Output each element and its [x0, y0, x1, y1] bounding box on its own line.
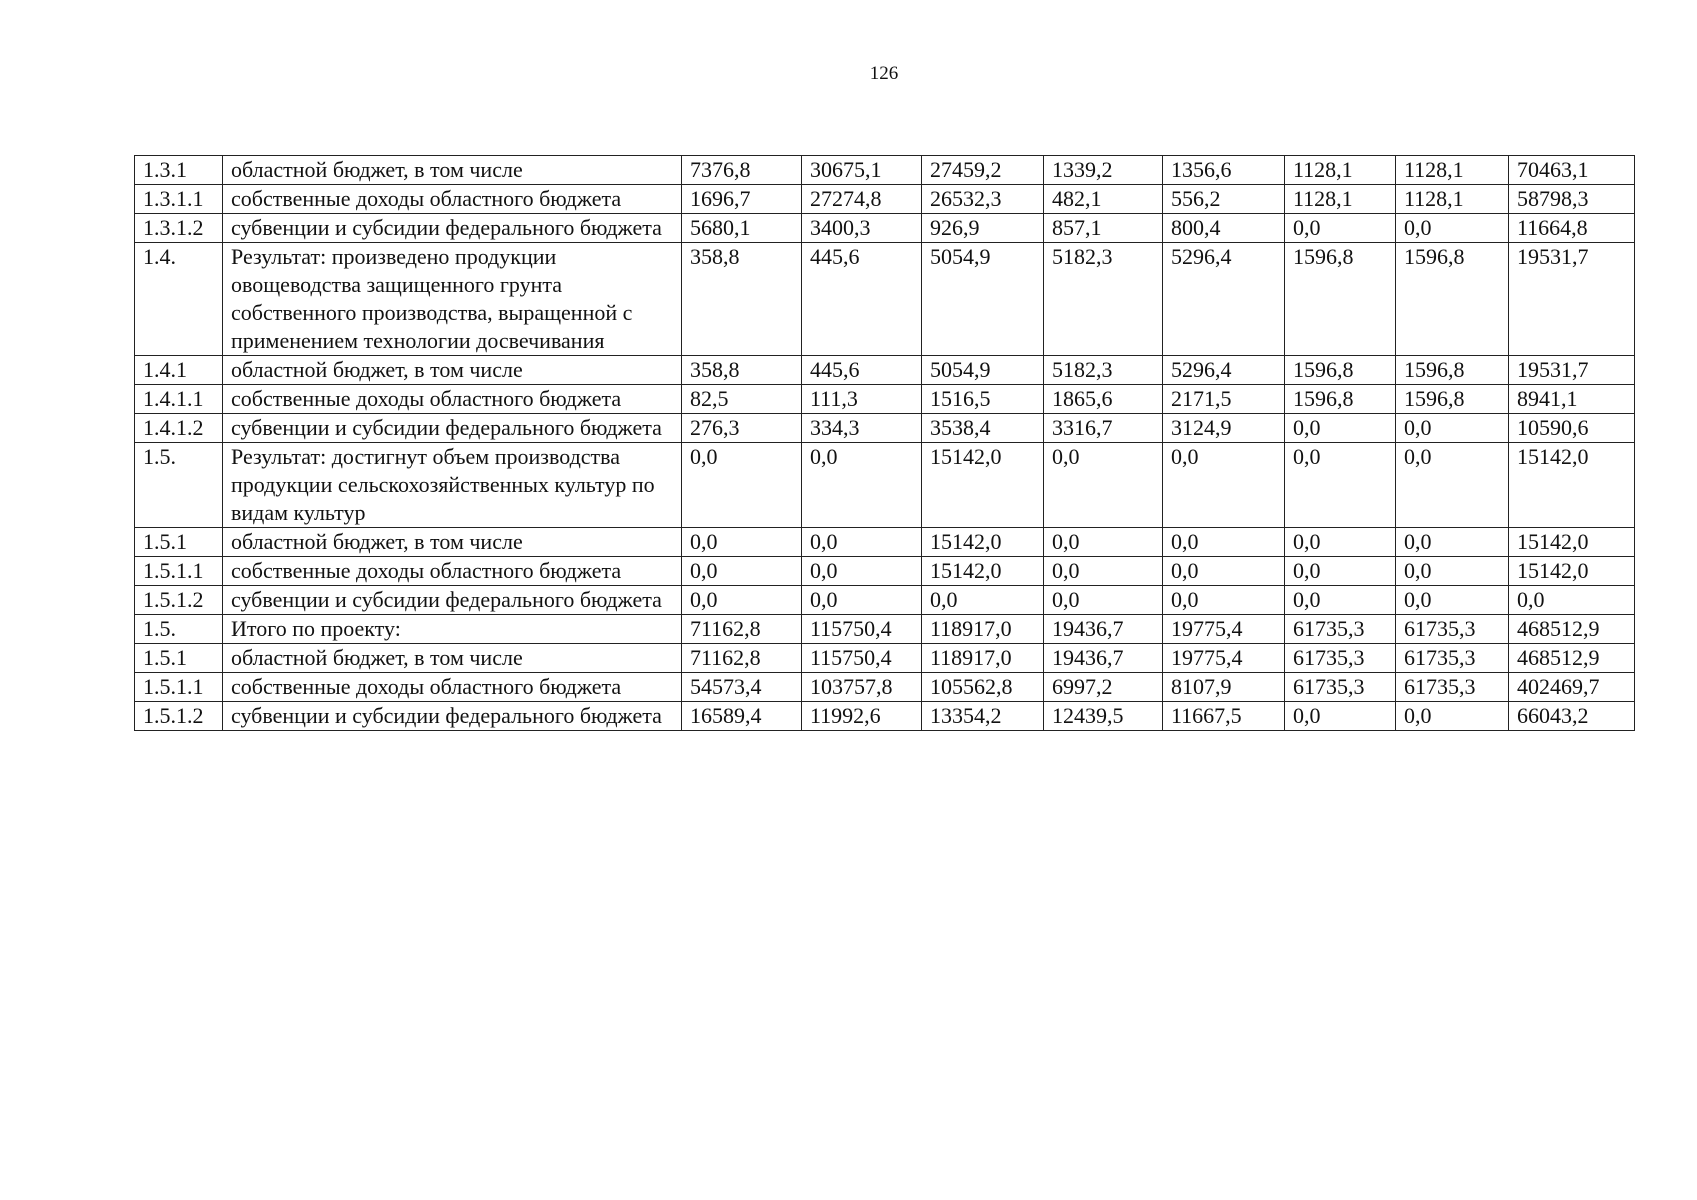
value-cell: 1128,1	[1396, 185, 1509, 214]
value-cell: 5182,3	[1044, 243, 1163, 356]
value-cell: 800,4	[1163, 214, 1285, 243]
value-cell: 118917,0	[922, 644, 1044, 673]
value-cell: 5054,9	[922, 356, 1044, 385]
value-cell: 468512,9	[1509, 644, 1635, 673]
value-cell: 0,0	[1396, 702, 1509, 731]
row-name: областной бюджет, в том числе	[223, 156, 682, 185]
value-cell: 27274,8	[802, 185, 922, 214]
value-cell: 5182,3	[1044, 356, 1163, 385]
table-row	[135, 414, 1635, 443]
value-cell: 2171,5	[1163, 385, 1285, 414]
value-cell: 19531,7	[1509, 243, 1635, 356]
budget-table	[134, 155, 1635, 731]
table-row	[135, 443, 1635, 528]
value-cell: 5296,4	[1163, 356, 1285, 385]
value-cell: 3400,3	[802, 214, 922, 243]
value-cell: 0,0	[1163, 586, 1285, 615]
value-cell: 61735,3	[1285, 644, 1396, 673]
value-cell: 11664,8	[1509, 214, 1635, 243]
value-cell: 0,0	[922, 586, 1044, 615]
value-cell: 0,0	[1396, 414, 1509, 443]
value-cell: 15142,0	[922, 528, 1044, 557]
table-row	[135, 243, 1635, 356]
row-name: субвенции и субсидии федерального бюджета	[223, 214, 682, 243]
row-code: 1.5.1	[135, 528, 223, 557]
value-cell: 61735,3	[1396, 644, 1509, 673]
value-cell: 5296,4	[1163, 243, 1285, 356]
value-cell: 5054,9	[922, 243, 1044, 356]
row-name: собственные доходы областного бюджета	[223, 557, 682, 586]
row-name: областной бюджет, в том числе	[223, 356, 682, 385]
value-cell: 334,3	[802, 414, 922, 443]
value-cell: 61735,3	[1285, 615, 1396, 644]
value-cell: 0,0	[1163, 557, 1285, 586]
value-cell: 19775,4	[1163, 644, 1285, 673]
value-cell: 118917,0	[922, 615, 1044, 644]
value-cell: 0,0	[1044, 443, 1163, 528]
value-cell: 1128,1	[1285, 185, 1396, 214]
value-cell: 0,0	[802, 557, 922, 586]
value-cell: 19436,7	[1044, 615, 1163, 644]
row-code: 1.5.1.2	[135, 586, 223, 615]
table-row	[135, 702, 1635, 731]
value-cell: 61735,3	[1396, 673, 1509, 702]
value-cell: 15142,0	[922, 443, 1044, 528]
table-row	[135, 557, 1635, 586]
value-cell: 1596,8	[1396, 385, 1509, 414]
value-cell: 0,0	[682, 443, 802, 528]
value-cell: 1596,8	[1285, 356, 1396, 385]
value-cell: 0,0	[1396, 586, 1509, 615]
value-cell: 58798,3	[1509, 185, 1635, 214]
value-cell: 15142,0	[1509, 528, 1635, 557]
value-cell: 0,0	[1396, 528, 1509, 557]
value-cell: 926,9	[922, 214, 1044, 243]
value-cell: 11992,6	[802, 702, 922, 731]
value-cell: 10590,6	[1509, 414, 1635, 443]
value-cell: 11667,5	[1163, 702, 1285, 731]
value-cell: 71162,8	[682, 615, 802, 644]
value-cell: 445,6	[802, 243, 922, 356]
table-row	[135, 644, 1635, 673]
value-cell: 0,0	[682, 557, 802, 586]
value-cell: 54573,4	[682, 673, 802, 702]
table-row	[135, 615, 1635, 644]
value-cell: 1356,6	[1163, 156, 1285, 185]
row-name: субвенции и субсидии федерального бюджета	[223, 586, 682, 615]
row-name: субвенции и субсидии федерального бюджета	[223, 414, 682, 443]
table-row	[135, 528, 1635, 557]
value-cell: 71162,8	[682, 644, 802, 673]
value-cell: 103757,8	[802, 673, 922, 702]
value-cell: 105562,8	[922, 673, 1044, 702]
row-name: областной бюджет, в том числе	[223, 528, 682, 557]
value-cell: 12439,5	[1044, 702, 1163, 731]
row-name: собственные доходы областного бюджета	[223, 385, 682, 414]
value-cell: 1696,7	[682, 185, 802, 214]
value-cell: 1128,1	[1396, 156, 1509, 185]
value-cell: 8941,1	[1509, 385, 1635, 414]
row-name: Результат: произведено продукции овощеводства защищенного грунта собственного производства, выращенной с применением технологии досвечивания	[223, 243, 682, 356]
value-cell: 1596,8	[1396, 243, 1509, 356]
value-cell: 115750,4	[802, 615, 922, 644]
table-row	[135, 586, 1635, 615]
value-cell: 15142,0	[1509, 557, 1635, 586]
row-code: 1.5.1	[135, 644, 223, 673]
value-cell: 0,0	[1044, 528, 1163, 557]
value-cell: 0,0	[1044, 557, 1163, 586]
value-cell: 0,0	[1285, 443, 1396, 528]
value-cell: 66043,2	[1509, 702, 1635, 731]
value-cell: 0,0	[1163, 528, 1285, 557]
table-row	[135, 673, 1635, 702]
value-cell: 445,6	[802, 356, 922, 385]
value-cell: 26532,3	[922, 185, 1044, 214]
value-cell: 482,1	[1044, 185, 1163, 214]
value-cell: 15142,0	[922, 557, 1044, 586]
value-cell: 1865,6	[1044, 385, 1163, 414]
row-name: собственные доходы областного бюджета	[223, 673, 682, 702]
value-cell: 358,8	[682, 356, 802, 385]
value-cell: 115750,4	[802, 644, 922, 673]
value-cell: 3124,9	[1163, 414, 1285, 443]
value-cell: 0,0	[682, 586, 802, 615]
value-cell: 6997,2	[1044, 673, 1163, 702]
table-row	[135, 185, 1635, 214]
row-code: 1.4.	[135, 243, 223, 356]
row-code: 1.3.1.1	[135, 185, 223, 214]
value-cell: 16589,4	[682, 702, 802, 731]
value-cell: 3316,7	[1044, 414, 1163, 443]
value-cell: 5680,1	[682, 214, 802, 243]
row-name: субвенции и субсидии федерального бюджета	[223, 702, 682, 731]
table-row	[135, 356, 1635, 385]
table-row	[135, 156, 1635, 185]
value-cell: 0,0	[802, 586, 922, 615]
row-code: 1.3.1.2	[135, 214, 223, 243]
value-cell: 30675,1	[802, 156, 922, 185]
row-code: 1.5.1.2	[135, 702, 223, 731]
value-cell: 111,3	[802, 385, 922, 414]
row-code: 1.3.1	[135, 156, 223, 185]
value-cell: 0,0	[1285, 214, 1396, 243]
value-cell: 358,8	[682, 243, 802, 356]
row-name: областной бюджет, в том числе	[223, 644, 682, 673]
row-name: собственные доходы областного бюджета	[223, 185, 682, 214]
value-cell: 0,0	[1396, 214, 1509, 243]
table-body	[135, 156, 1635, 731]
value-cell: 1339,2	[1044, 156, 1163, 185]
row-code: 1.5.	[135, 615, 223, 644]
value-cell: 19436,7	[1044, 644, 1163, 673]
row-name: Результат: достигнут объем производства продукции сельскохозяйственных культур по видам культур	[223, 443, 682, 528]
value-cell: 70463,1	[1509, 156, 1635, 185]
value-cell: 0,0	[1396, 557, 1509, 586]
value-cell: 19531,7	[1509, 356, 1635, 385]
value-cell: 402469,7	[1509, 673, 1635, 702]
value-cell: 0,0	[1509, 586, 1635, 615]
table-row	[135, 214, 1635, 243]
value-cell: 0,0	[1163, 443, 1285, 528]
value-cell: 0,0	[1044, 586, 1163, 615]
value-cell: 19775,4	[1163, 615, 1285, 644]
value-cell: 0,0	[1285, 702, 1396, 731]
row-name: Итого по проекту:	[223, 615, 682, 644]
value-cell: 7376,8	[682, 156, 802, 185]
value-cell: 1516,5	[922, 385, 1044, 414]
value-cell: 8107,9	[1163, 673, 1285, 702]
value-cell: 1596,8	[1285, 385, 1396, 414]
value-cell: 82,5	[682, 385, 802, 414]
row-code: 1.4.1.1	[135, 385, 223, 414]
row-code: 1.5.1.1	[135, 673, 223, 702]
value-cell: 0,0	[1285, 414, 1396, 443]
value-cell: 0,0	[682, 528, 802, 557]
value-cell: 15142,0	[1509, 443, 1635, 528]
value-cell: 0,0	[1285, 586, 1396, 615]
value-cell: 0,0	[802, 528, 922, 557]
value-cell: 468512,9	[1509, 615, 1635, 644]
value-cell: 3538,4	[922, 414, 1044, 443]
value-cell: 13354,2	[922, 702, 1044, 731]
value-cell: 1596,8	[1396, 356, 1509, 385]
value-cell: 1596,8	[1285, 243, 1396, 356]
value-cell: 0,0	[1285, 557, 1396, 586]
value-cell: 276,3	[682, 414, 802, 443]
row-code: 1.4.1.2	[135, 414, 223, 443]
value-cell: 1128,1	[1285, 156, 1396, 185]
value-cell: 556,2	[1163, 185, 1285, 214]
row-code: 1.4.1	[135, 356, 223, 385]
value-cell: 0,0	[802, 443, 922, 528]
value-cell: 61735,3	[1396, 615, 1509, 644]
value-cell: 857,1	[1044, 214, 1163, 243]
row-code: 1.5.	[135, 443, 223, 528]
value-cell: 27459,2	[922, 156, 1044, 185]
value-cell: 0,0	[1285, 528, 1396, 557]
row-code: 1.5.1.1	[135, 557, 223, 586]
table-row	[135, 385, 1635, 414]
value-cell: 0,0	[1396, 443, 1509, 528]
value-cell: 61735,3	[1285, 673, 1396, 702]
page-number: 126	[869, 63, 899, 84]
